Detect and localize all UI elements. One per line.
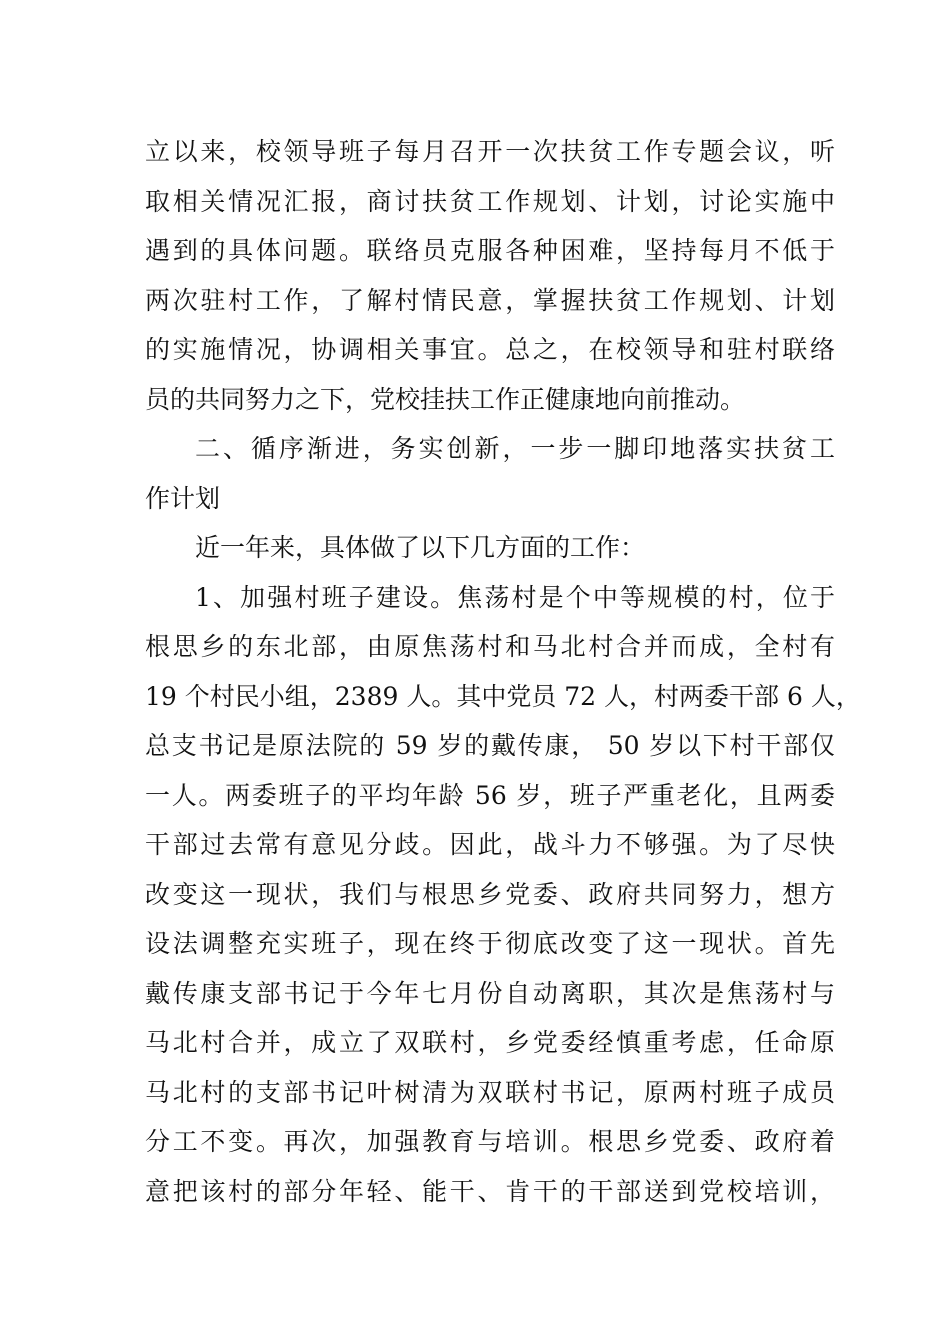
text-line: 1、加强村班子建设。焦荡村是个中等规模的村，位于	[195, 582, 835, 612]
text-line: 一人。两委班子的平均年龄 56 岁，班子严重老化，且两委	[145, 780, 835, 810]
text-line: 马北村合并，成立了双联村，乡党委经慎重考虑，任命原	[145, 1028, 835, 1057]
text-line: 干部过去常有意见分歧。因此，战斗力不够强。为了尽快	[145, 830, 835, 859]
text-line: 立以来，校领导班子每月召开一次扶贫工作专题会议，听	[145, 137, 835, 166]
text-line: 取相关情况汇报，商讨扶贫工作规划、计划，讨论实施中	[145, 186, 835, 216]
text-line: 设法调整充实班子，现在终于彻底改变了这一现状。首先	[145, 929, 835, 958]
text-line: 根思乡的东北部，由原焦荡村和马北村合并而成，全村有	[145, 632, 835, 661]
text-line: 二、循序渐进，务实创新，一步一脚印地落实扶贫工	[195, 434, 835, 463]
body-text	[145, 127, 861, 1216]
text-line: 19 个村民小组，2389 人。其中党员 72 人，村两委干部 6 人，	[145, 681, 861, 711]
text-line: 作计划	[145, 483, 221, 513]
text-line: 意把该村的部分年轻、能干、肯干的干部送到党校培训，	[145, 1176, 835, 1206]
text-line: 员的共同努力之下，党校挂扶工作正健康地向前推动。	[145, 384, 746, 414]
text-line: 遇到的具体问题。联络员克服各种困难，坚持每月不低于	[145, 236, 835, 265]
text-line: 戴传康支部书记于今年七月份自动离职，其次是焦荡村与	[145, 978, 835, 1008]
text-line: 的实施情况，协调相关事宜。总之，在校领导和驻村联络	[145, 335, 835, 364]
text-line: 近一年来，具体做了以下几方面的工作：	[195, 533, 646, 562]
text-line: 分工不变。再次，加强教育与培训。根思乡党委、政府着	[145, 1127, 835, 1156]
text-line: 两次驻村工作，了解村情民意，掌握扶贫工作规划、计划	[145, 285, 835, 315]
text-line: 改变这一现状，我们与根思乡党委、政府共同努力，想方	[145, 879, 835, 909]
text-line: 马北村的支部书记叶树清为双联村书记，原两村班子成员	[145, 1077, 835, 1107]
text-line: 总支书记是原法院的 59 岁的戴传康， 50 岁以下村干部仅	[145, 731, 835, 760]
